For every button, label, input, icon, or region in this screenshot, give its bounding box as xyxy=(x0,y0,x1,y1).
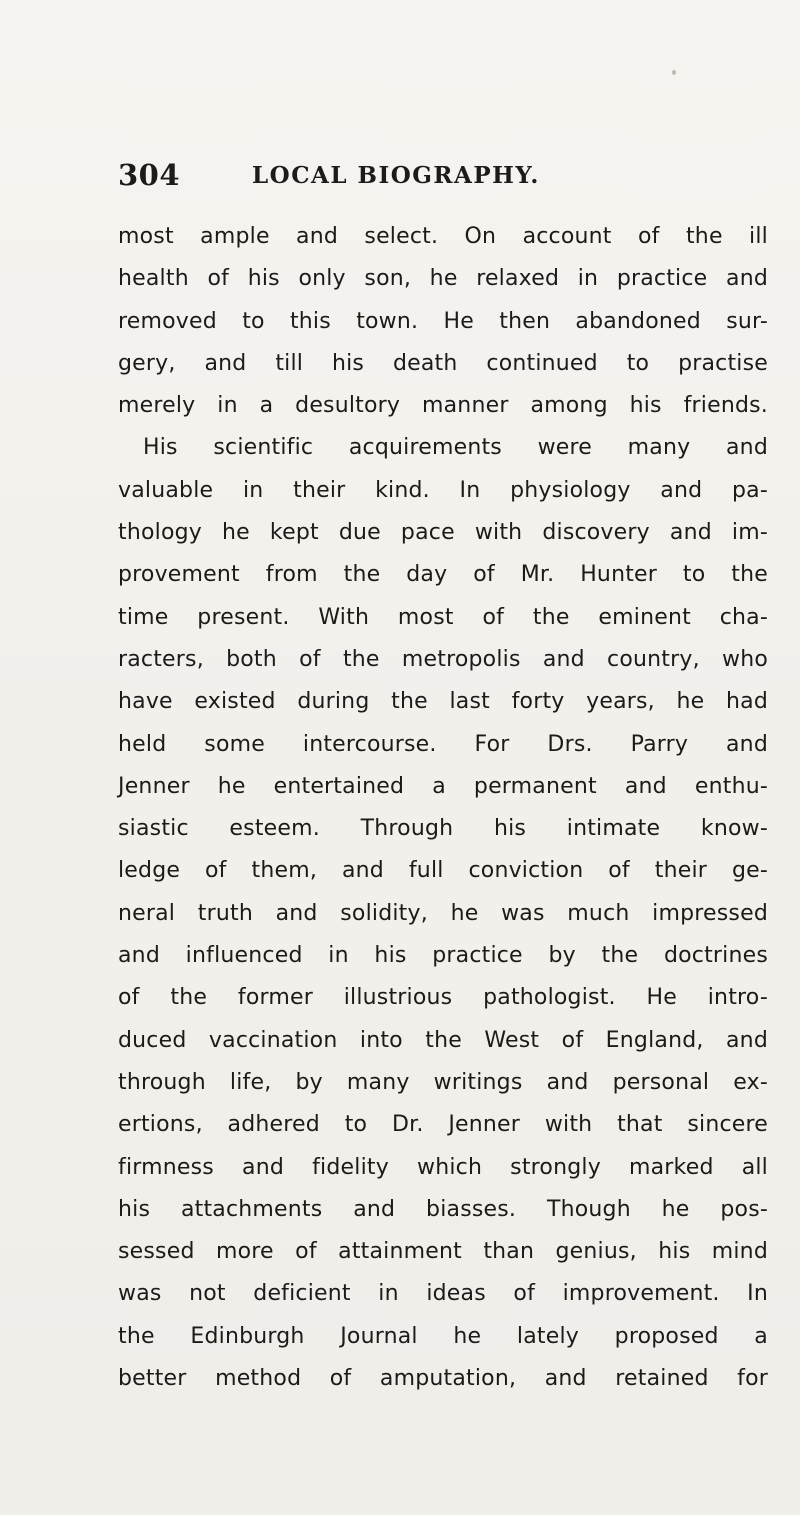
text-line: His scientific acquirements were many and xyxy=(143,435,768,461)
text-line: Jenner he entertained a permanent and enthu- xyxy=(118,773,768,799)
text-line: firmness and fidelity which strongly marked all xyxy=(118,1154,768,1180)
page-number: 304 xyxy=(118,158,181,192)
text-line: removed to this town. He then abandoned sur- xyxy=(118,308,768,334)
page-header xyxy=(118,158,758,198)
ink-speck xyxy=(672,70,676,75)
text-line: neral truth and solidity, he was much impressed xyxy=(118,900,768,926)
text-line: valuable in their kind. In physiology and pa- xyxy=(118,477,768,503)
text-line: ertions, adhered to Dr. Jenner with that sincere xyxy=(118,1112,768,1138)
text-line: was not deficient in ideas of improvement. In xyxy=(118,1281,768,1307)
text-line: through life, by many writings and personal ex- xyxy=(118,1069,768,1095)
text-line: sessed more of attainment than genius, his mind xyxy=(118,1239,768,1265)
text-line: ledge of them, and full conviction of their ge- xyxy=(118,858,768,884)
text-line: have existed during the last forty years, he had xyxy=(118,689,768,715)
running-head: LOCAL BIOGRAPHY. xyxy=(252,162,540,189)
text-line: health of his only son, he relaxed in practice and xyxy=(118,266,768,292)
text-line: siastic esteem. Through his intimate know- xyxy=(118,816,768,842)
text-line: held some intercourse. For Drs. Parry and xyxy=(118,731,768,757)
text-line: and influenced in his practice by the doctrines xyxy=(118,943,768,969)
text-line: racters, both of the metropolis and country, who xyxy=(118,646,768,672)
text-line: provement from the day of Mr. Hunter to the xyxy=(118,562,768,588)
text-line: thology he kept due pace with discovery and im- xyxy=(118,520,768,546)
text-line: of the former illustrious pathologist. He intro- xyxy=(118,985,768,1011)
text-line: the Edinburgh Journal he lately proposed a xyxy=(118,1323,768,1349)
text-line: merely in a desultory manner among his friends. xyxy=(118,393,768,419)
text-line: his attachments and biasses. Though he pos- xyxy=(118,1196,768,1222)
text-line: time present. With most of the eminent cha- xyxy=(118,604,768,630)
text-line: duced vaccination into the West of England, and xyxy=(118,1027,768,1053)
text-line: gery, and till his death continued to practise xyxy=(118,350,768,376)
body-paragraph xyxy=(118,216,768,1400)
text-line: most ample and select. On account of the ill xyxy=(118,224,768,249)
text-line: better method of amputation, and retained for xyxy=(118,1366,768,1392)
